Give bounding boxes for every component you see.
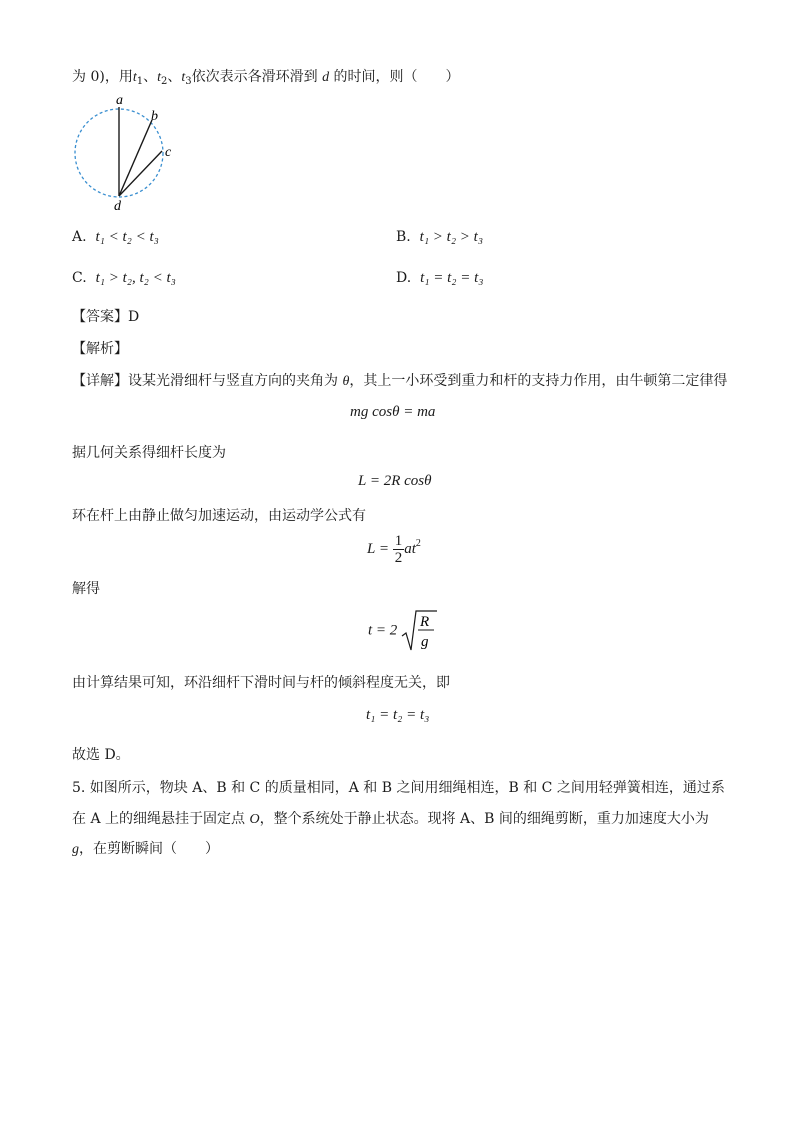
point-o: O <box>249 812 260 827</box>
chord-bd <box>119 120 152 196</box>
circle-chords-figure <box>66 92 196 214</box>
option-d <box>396 270 484 287</box>
option-a-text: t₁ < t₂ < t₃ <box>95 229 159 245</box>
detail-text: 设某光滑细杆与竖直方向的夹角为 <box>128 373 338 389</box>
theta-symbol: θ <box>342 374 350 389</box>
option-c-label: C. <box>72 270 87 286</box>
answer-line <box>72 306 139 326</box>
separator: 、 <box>167 69 182 85</box>
separator: 、 <box>143 69 158 85</box>
q5-line-2-b: ，整个系统处于静止状态。现将 A、B 间的细绳剪断，重力加速度大小为 <box>259 811 709 827</box>
eq3-fraction <box>393 533 405 566</box>
eq3-rhs: at <box>404 540 416 557</box>
equation-length: L = 2R cosθ <box>358 473 432 489</box>
geometry-text: 据几何关系得细杆长度为 <box>72 445 226 461</box>
chord-cd <box>119 151 162 196</box>
label-a: a <box>116 93 123 108</box>
q5-line-2 <box>72 808 709 828</box>
solve-text: 解得 <box>72 581 100 597</box>
eq3-lhs: L = <box>367 540 389 557</box>
detail-text-2: ，其上一小环受到重力和杆的支持力作用，由牛顿第二定律得 <box>349 373 728 389</box>
t2-symbol: t <box>157 70 161 85</box>
t1-subscript: 1 <box>136 76 144 87</box>
stem-suffix: 依次表示各滑环滑到 <box>191 69 318 85</box>
equation-kinematics <box>367 533 421 566</box>
equation-time <box>368 608 437 654</box>
eq3-numerator: 1 <box>394 533 403 549</box>
q4-stem-tail <box>72 66 460 87</box>
option-d-text: t₁ = t₂ = t₃ <box>420 270 484 286</box>
kinematics-text: 环在杆上由静止做匀加速运动，由运动学公式有 <box>72 508 366 524</box>
t3-symbol: t <box>181 70 186 85</box>
option-b-label: B. <box>396 229 411 245</box>
option-b-text: t₁ > t₂ > t₃ <box>419 229 484 245</box>
point-d: d <box>322 70 330 85</box>
option-a <box>72 229 159 246</box>
option-c <box>72 270 176 287</box>
equation-equal-times: t₁ = t₂ = t₃ <box>366 707 430 723</box>
t1-symbol: t <box>132 70 137 85</box>
sqrt-fraction <box>401 608 437 654</box>
option-c-text: t₁ > t₂, t₂ < t₃ <box>95 270 176 286</box>
q5-line-3 <box>72 838 219 858</box>
eq4-lhs: t = 2 <box>368 622 398 639</box>
option-d-label: D. <box>396 270 412 286</box>
analysis-tag: 【解析】 <box>72 341 128 357</box>
answer-tag: 【答案】 <box>72 309 128 325</box>
detail-line <box>72 370 727 390</box>
detail-tag: 【详解】 <box>72 373 128 389</box>
choose-text: 故选 D。 <box>72 747 130 763</box>
t3-subscript: 3 <box>185 76 192 87</box>
q5-line-2-a: 在 A 上的细绳悬挂于固定点 <box>72 811 246 827</box>
eq4-denominator: g <box>421 634 429 650</box>
label-b: b <box>151 109 158 124</box>
stem-prefix: 为 0)，用 <box>72 69 133 85</box>
option-b <box>396 229 483 246</box>
eq3-denominator: 2 <box>394 550 403 566</box>
label-c: c <box>165 145 172 160</box>
eq3-exponent: 2 <box>415 537 421 549</box>
g-symbol: g <box>72 842 79 857</box>
option-a-label: A. <box>72 229 87 245</box>
t2-subscript: 2 <box>160 76 168 87</box>
answer-value: D <box>128 309 140 325</box>
eq4-numerator: R <box>420 614 430 630</box>
stem-end: 的时间，则（ ） <box>333 69 460 85</box>
equation-newton: mg cosθ = ma <box>350 404 436 420</box>
label-d: d <box>114 199 121 214</box>
conclusion-text: 由计算结果可知，环沿细杆下滑时间与杆的倾斜程度无关，即 <box>72 675 450 691</box>
q5-line-3-b: ，在剪断瞬间（ ） <box>79 841 219 857</box>
q5-line-1: 5. 如图所示，物块 A、B 和 C 的质量相同，A 和 B 之间用细绳相连，B 和 C 之间用轻弹簧相连，通过系 <box>72 780 725 796</box>
